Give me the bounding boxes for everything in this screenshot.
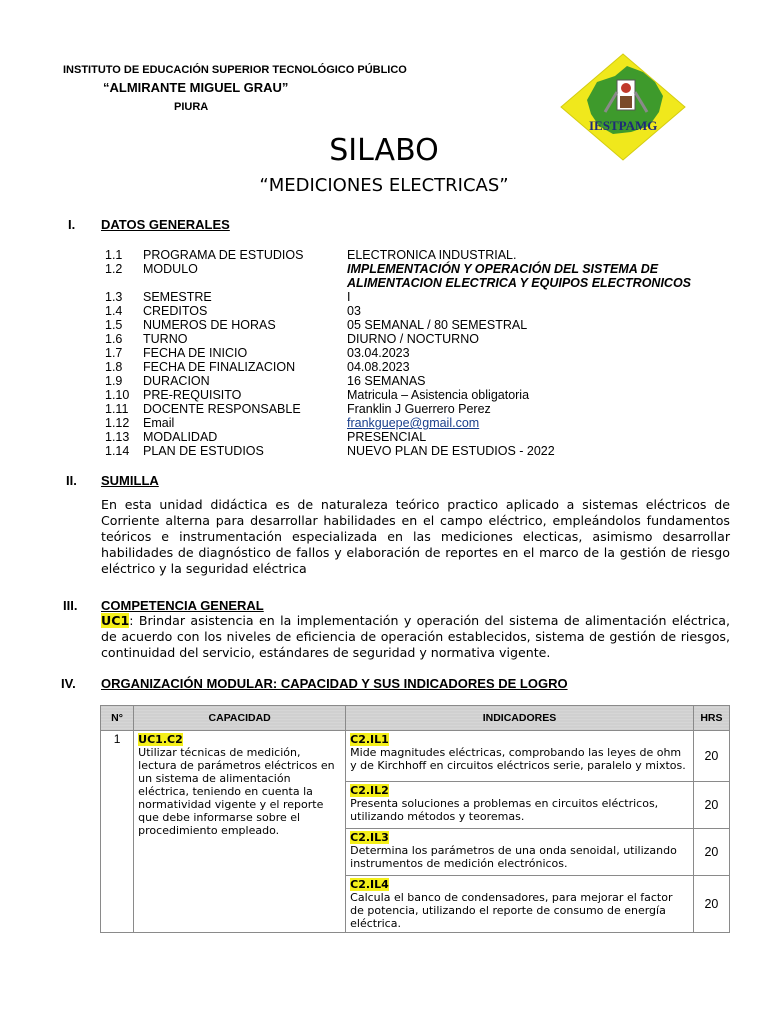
- row-number: 1.6: [105, 332, 123, 346]
- row-label: Email: [143, 416, 175, 430]
- indicator-cell: [346, 731, 694, 782]
- row-value: PRESENCIAL: [347, 430, 427, 444]
- row-value: ELECTRONICA INDUSTRIAL.: [347, 248, 517, 262]
- row-value: DIURNO / NOCTURNO: [347, 332, 479, 346]
- indicator-hrs: 20: [693, 731, 729, 782]
- row-label: TURNO: [143, 332, 188, 346]
- indicator-cell: [346, 782, 694, 829]
- table-header-row: [101, 706, 730, 731]
- row-label: MODALIDAD: [143, 430, 218, 444]
- indicator-text: Presenta soluciones a problemas en circuitos eléctricos, utilizando métodos y teoremas.: [350, 797, 659, 823]
- indicator-code: C2.IL4: [350, 878, 389, 891]
- indicator-hrs: 20: [693, 876, 729, 933]
- header-indicators: INDICADORES: [346, 706, 694, 731]
- row-value: NUEVO PLAN DE ESTUDIOS - 2022: [347, 444, 555, 458]
- row-value: I: [347, 290, 351, 304]
- row-value: 03: [347, 304, 361, 318]
- page-subtitle: “MEDICIONES ELECTRICAS”: [259, 175, 509, 196]
- capacity-text: Utilizar técnicas de medición, lectura de parámetros eléctricos en un sistema de alimentación eléctrica, teniendo en cuenta la normatividad vigente y el reporte que debe informarse sobre el procedimiento empleado.: [138, 746, 335, 837]
- header-hrs: HRS: [693, 706, 729, 731]
- row-number: 1.1: [105, 248, 123, 262]
- section-title-competencia: COMPETENCIA GENERAL: [101, 598, 264, 613]
- row-label: DOCENTE RESPONSABLE: [143, 402, 301, 416]
- indicator-code: C2.IL2: [350, 784, 389, 797]
- indicator-cell: [346, 829, 694, 876]
- row-value: 16 SEMANAS: [347, 374, 426, 388]
- header-num: N°: [101, 706, 134, 731]
- indicator-text: Mide magnitudes eléctricas, comprobando las leyes de ohm y de Kirchhoff en circuitos eléctricos serie, paralelo y mixtos.: [350, 746, 686, 772]
- row-value: 05 SEMANAL / 80 SEMESTRAL: [347, 318, 528, 332]
- row-label: CREDITOS: [143, 304, 208, 318]
- row-label: SEMESTRE: [143, 290, 212, 304]
- section-number: III.: [63, 598, 78, 613]
- indicator-hrs: 20: [693, 782, 729, 829]
- sumilla-text: En esta unidad didáctica es de naturaleza teórico practico aplicado a sistemas eléctricos de Corriente alterna para desarrollar habilidades en el campo eléctrico, empleándolos fundamentos teóricos e instrumentación especializada en las mediciones electicas, asimismo desarrollar habilidades de diagnóstico de fallos y elaboración de reportes en el marco de la gestión de riesgo eléctrico y la seguridad eléctrica: [101, 497, 730, 576]
- row-number: 1.11: [105, 402, 129, 416]
- row-value-modulo: IMPLEMENTACIÓN Y OPERACIÓN DEL SISTEMA DE: [347, 262, 659, 276]
- logo-text: IESTPAMG: [589, 118, 658, 133]
- section-number: I.: [68, 217, 76, 232]
- page-title: SILABO: [329, 133, 439, 168]
- row-number: 1.12: [105, 416, 130, 430]
- row-number: 1.5: [105, 318, 123, 332]
- header-capacity: CAPACIDAD: [134, 706, 346, 731]
- section-title-organizacion: ORGANIZACIÓN MODULAR: CAPACIDAD Y SUS INDICADORES DE LOGRO: [101, 676, 568, 691]
- capacity-code: UC1.C2: [138, 733, 183, 746]
- row-value: 04.08.2023: [347, 360, 410, 374]
- row-label: FECHA DE FINALIZACION: [143, 360, 296, 374]
- row-label: PROGRAMA DE ESTUDIOS: [143, 248, 304, 262]
- row-label: PLAN DE ESTUDIOS: [143, 444, 264, 458]
- indicator-text: Calcula el banco de condensadores, para mejorar el factor de potencia, utilizando el reporte de consumo de energía eléctrica.: [350, 891, 673, 930]
- row-value: 03.04.2023: [347, 346, 410, 360]
- row-label: FECHA DE INICIO: [143, 346, 248, 360]
- section-number: IV.: [61, 676, 76, 691]
- row-value: Matricula – Asistencia obligatoria: [347, 388, 530, 402]
- capacity-cell: [134, 731, 346, 933]
- row-label: NUMEROS DE HORAS: [143, 318, 276, 332]
- row-label: PRE-REQUISITO: [143, 388, 242, 402]
- competencia-description: : Brindar asistencia en la implementación y operación del sistema de alimentación eléctrica, de acuerdo con los niveles de eficiencia de operación establecidos, sistema de gestión de riesgos, continuidad del servicio, estándares de seguridad y normativa vigente.: [101, 613, 730, 660]
- competencia-text: [101, 613, 730, 661]
- indicator-cell: [346, 876, 694, 933]
- row-value: Franklin J Guerrero Perez: [347, 402, 491, 416]
- row-label: MODULO: [143, 262, 198, 276]
- table-row: [101, 731, 730, 782]
- institute-city: PIURA: [174, 101, 209, 113]
- competencia-code: UC1: [101, 613, 130, 628]
- row-label: DURACION: [143, 374, 210, 388]
- indicator-code: C2.IL3: [350, 831, 389, 844]
- indicator-text: Determina los parámetros de una onda senoidal, utilizando instrumentos de medición electrónicos.: [350, 844, 677, 870]
- row-number: 1.7: [105, 346, 123, 360]
- row-number: 1.3: [105, 290, 123, 304]
- row-value-modulo-line2: ALIMENTACION ELECTRICA Y EQUIPOS ELECTRONICOS: [347, 276, 692, 290]
- section-title-sumilla: SUMILLA: [101, 473, 159, 488]
- institute-school-name: “ALMIRANTE MIGUEL GRAU”: [103, 80, 289, 95]
- section-title-datos-generales: DATOS GENERALES: [101, 217, 230, 232]
- section-number: II.: [66, 473, 77, 488]
- capacity-table: [100, 705, 730, 933]
- institute-name: INSTITUTO DE EDUCACIÓN SUPERIOR TECNOLÓGICO PÚBLICO: [63, 64, 407, 76]
- row-num: 1: [101, 731, 134, 933]
- row-number: 1.13: [105, 430, 130, 444]
- row-number: 1.10: [105, 388, 130, 402]
- row-number: 1.2: [105, 262, 123, 276]
- row-number: 1.8: [105, 360, 123, 374]
- email-link[interactable]: frankguepe@gmail.com: [347, 416, 480, 430]
- indicator-code: C2.IL1: [350, 733, 389, 746]
- row-number: 1.9: [105, 374, 123, 388]
- row-number: 1.4: [105, 304, 123, 318]
- indicator-hrs: 20: [693, 829, 729, 876]
- row-number: 1.14: [105, 444, 130, 458]
